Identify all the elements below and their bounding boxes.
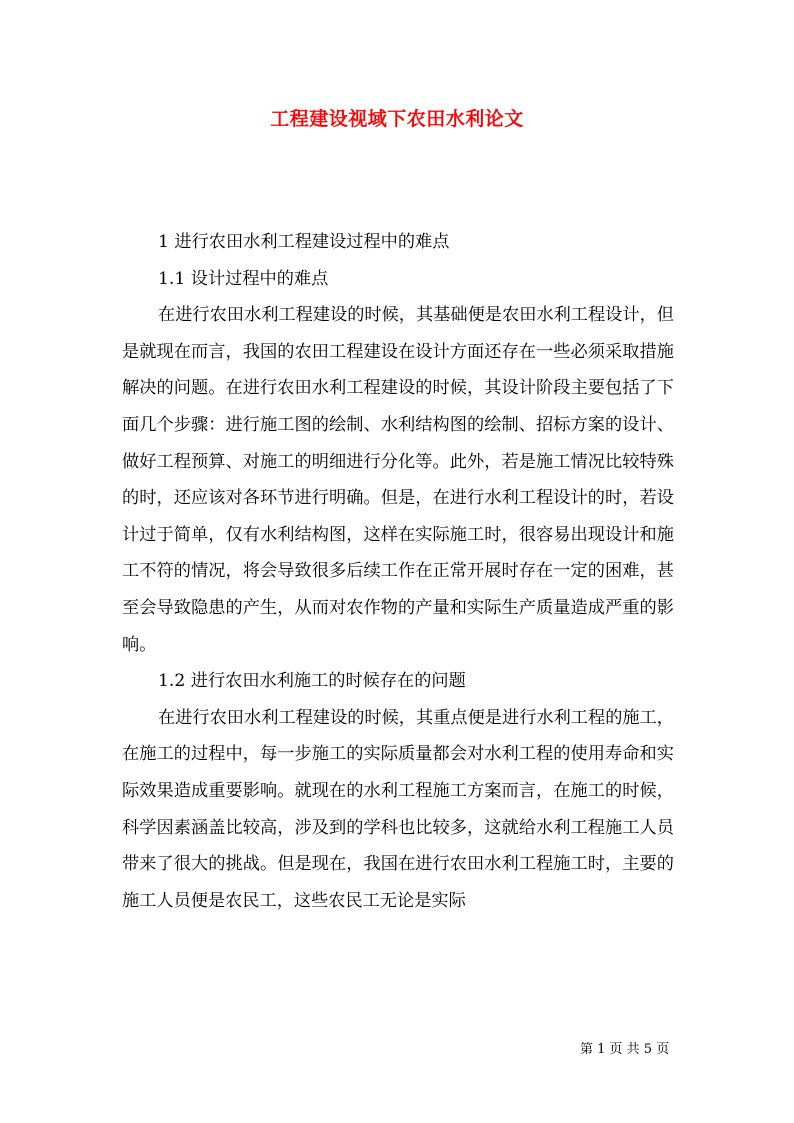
section-heading: 1 进行农田水利工程建设过程中的难点 (158, 232, 450, 252)
body-paragraph: 在进行农田水利工程建设的时候，其基础便是农田水利工程设计，但是就现在而言，我国的农田工程建设在设计方面还存在一些必须采取措施解决的问题。在进行农田水利工程建设的时候，其设计阶段主要包括了下面几个步骤：进行施工图的绘制、水利结构图的绘制、招标方案的设计、做好工程预算、对施工的明细进行分化等。此外，若是施工情况比较特殊的时，还应该对各环节进行明确。但是，在进行水利工程设计的时，若设计过于简单，仅有水利结构图，这样在实际施工时，很容易出现设计和施工不符的情况，将会导致很多后续工作在正常开展时存在一定的困难，甚至会导致隐患的产生，从而对农作物的产量和实际生产质量造成严重的影响。 (122, 305, 674, 655)
document-title: 工程建设视域下农田水利论文 (270, 108, 524, 130)
page-number-footer: 第 1 页 共 5 页 (580, 1042, 670, 1057)
body-paragraph: 在进行农田水利工程建设的时候，其重点便是进行水利工程的施工，在施工的过程中，每一步施工的实际质量都会对水利工程的使用寿命和实际效果造成重要影响。就现在的水利工程施工方案而言，在施工的时候，科学因素涵盖比较高，涉及到的学科也比较多，这就给水利工程施工人员带来了很大的挑战。但是现在，我国在进行农田水利工程施工时，主要的施工人员便是农民工，这些农民工无论是实际 (122, 707, 674, 911)
subsection-heading: 1.2 进行农田水利施工的时候存在的问题 (158, 671, 466, 692)
document-body (122, 224, 674, 919)
subsection-heading: 1.1 设计过程中的难点 (158, 268, 329, 289)
